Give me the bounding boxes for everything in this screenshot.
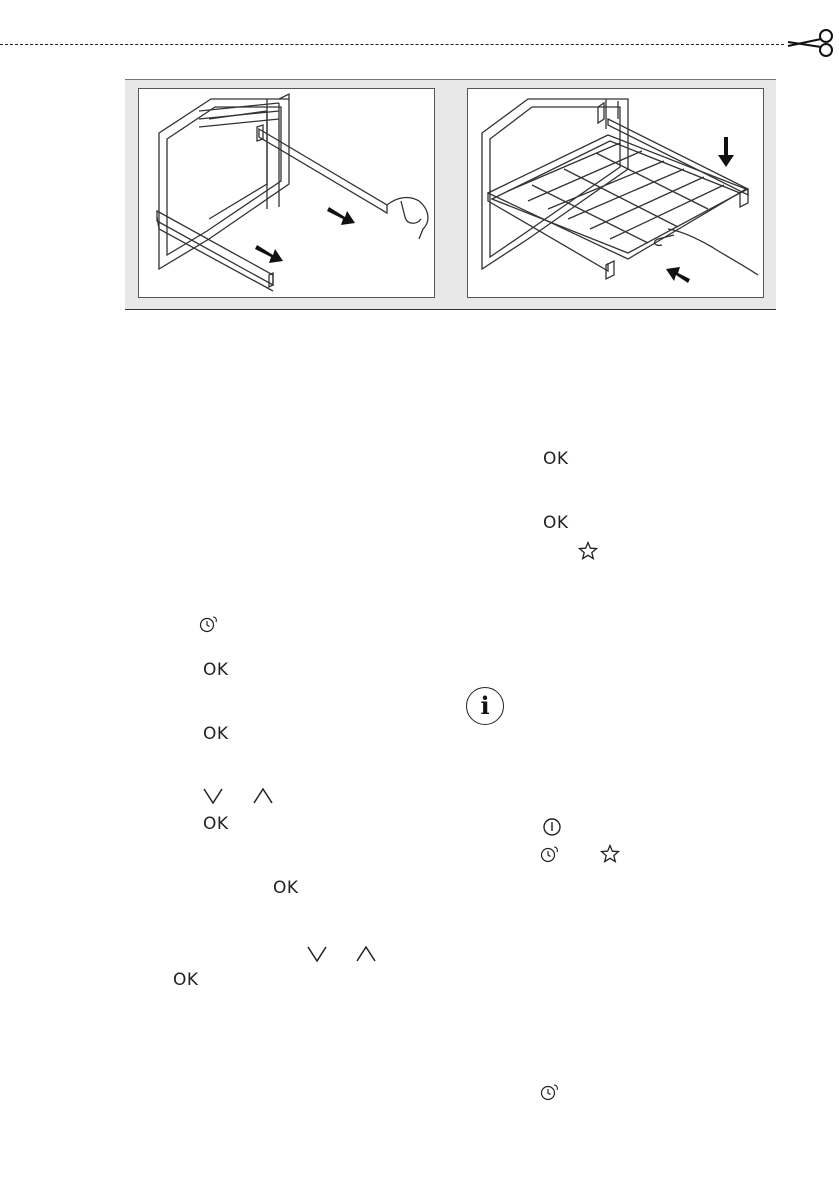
clock-timer-icon [540, 844, 560, 864]
star-icon [578, 541, 598, 561]
down-chevron-icon [202, 788, 224, 804]
shelf-placement-illustration [467, 88, 764, 298]
oven-interior-drawing [139, 89, 434, 297]
info-icon: i [466, 687, 504, 725]
ok-key-symbol: OK [273, 878, 299, 898]
power-icon [542, 817, 562, 837]
oven-shelf-drawing [468, 89, 763, 297]
clock-timer-icon [199, 614, 219, 634]
runner-removal-illustration [138, 88, 435, 298]
star-icon [600, 844, 620, 864]
ok-key-symbol: OK [203, 724, 229, 744]
up-chevron-icon [252, 788, 274, 804]
up-chevron-icon [355, 946, 377, 962]
ok-key-symbol: OK [173, 970, 199, 990]
cut-line [0, 44, 784, 45]
scissors-icon [784, 28, 838, 58]
ok-key-symbol: OK [203, 814, 229, 834]
clock-timer-icon [540, 1082, 560, 1102]
ok-key-symbol: OK [543, 513, 569, 533]
illustration-figure [125, 79, 776, 310]
ok-key-symbol: OK [203, 660, 229, 680]
ok-key-symbol: OK [543, 449, 569, 469]
down-chevron-icon [306, 946, 328, 962]
